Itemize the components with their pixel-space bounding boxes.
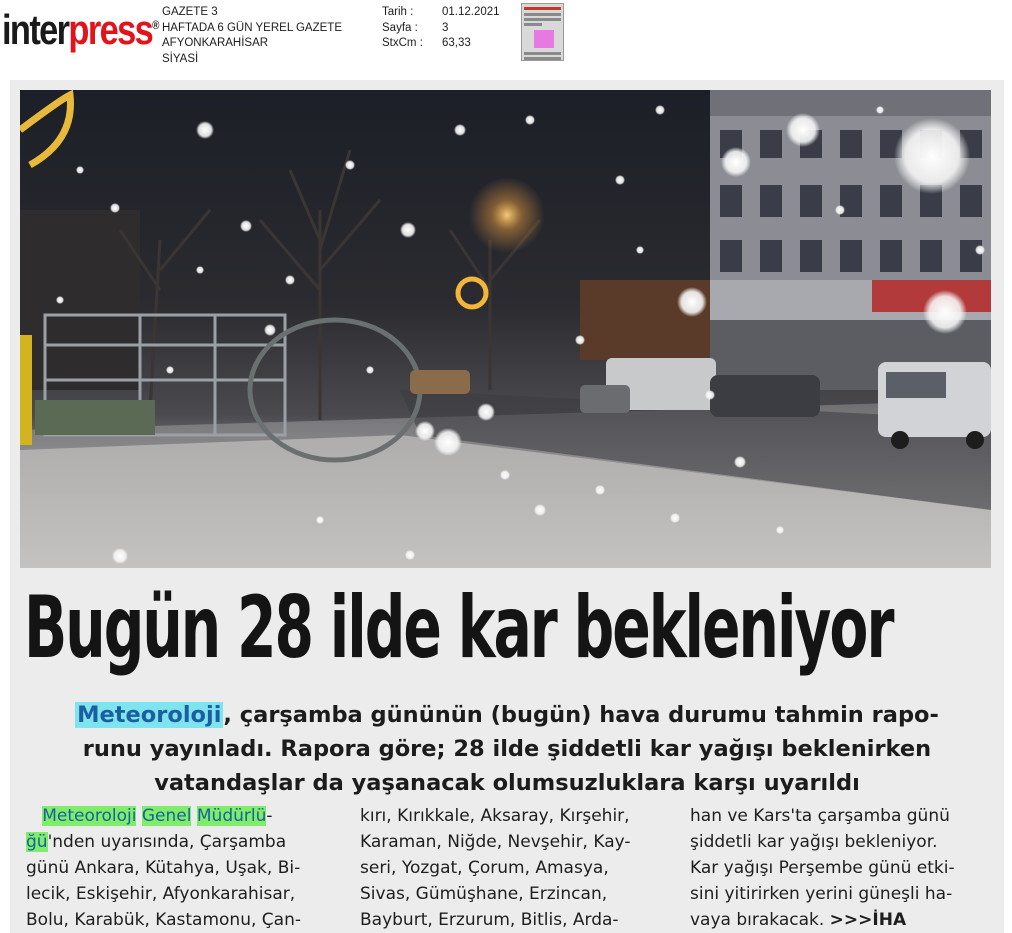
thumb-line bbox=[524, 23, 542, 26]
street-lamp-glow bbox=[469, 177, 545, 253]
lead-highlight[interactable]: Meteoroloji bbox=[77, 702, 222, 728]
keyword-highlight[interactable]: Meteoroloji bbox=[42, 806, 137, 826]
thumb-line bbox=[524, 13, 561, 16]
col1-line-1 bbox=[26, 803, 346, 829]
page-value: 3 bbox=[442, 21, 449, 34]
thumb-masthead bbox=[524, 7, 561, 10]
col2-line-2: Karaman, Niğde, Nevşehir, Kay- bbox=[360, 832, 631, 852]
col3-line-4: sini yitirirken yerini güneşli ha- bbox=[690, 884, 953, 904]
body-column-2 bbox=[360, 803, 680, 933]
logo-text bbox=[2, 6, 159, 53]
body-column-3 bbox=[690, 803, 1010, 933]
col1-line-4: lecik, Eskişehir, Afyonkarahisar, bbox=[26, 884, 296, 904]
publication-frequency: HAFTADA 6 GÜN YEREL GAZETE bbox=[162, 21, 342, 34]
lead-line-3: vatandaşlar da yaşanacak olumsuzluklara karşı uyarıldı bbox=[154, 770, 860, 796]
col3-line-2: şiddetli kar yağışı bekleniyor. bbox=[690, 832, 938, 852]
logo-wordmark-red: press bbox=[68, 6, 153, 53]
interpress-logo bbox=[2, 6, 159, 54]
thumb-article-highlight bbox=[534, 30, 554, 48]
yellow-post bbox=[20, 335, 32, 445]
keyword-highlight[interactable]: Genel bbox=[141, 806, 192, 826]
logo-wordmark-dark: inter bbox=[2, 6, 69, 53]
bench bbox=[35, 400, 155, 435]
col2-line-5: Bayburt, Erzurum, Bitlis, Arda- bbox=[360, 910, 619, 930]
lead-line-1-text: , çarşamba gününün (bugün) hava durumu tahmin rapo- bbox=[223, 702, 939, 728]
body-column-1 bbox=[26, 803, 346, 933]
hyphen: - bbox=[266, 806, 273, 826]
col3-line-5 bbox=[690, 907, 1010, 933]
lead-line-1 bbox=[24, 698, 990, 732]
logo-wordmark bbox=[2, 6, 152, 53]
meta-labels bbox=[382, 5, 423, 52]
publication-category: SİYASİ bbox=[162, 52, 199, 65]
news-agency-signature: >>>İHA bbox=[829, 910, 907, 930]
thumb-line bbox=[524, 18, 561, 21]
lead-line-2: runu yayınladı. Rapora göre; 28 ilde şiddetli kar yağışı beklenirken bbox=[82, 736, 932, 762]
page-label: Sayfa : bbox=[382, 21, 418, 34]
col1-line-2-text: 'nden uyarısında, Çarşamba bbox=[47, 832, 287, 852]
page-thumbnail[interactable] bbox=[521, 3, 564, 61]
article-headline bbox=[24, 578, 994, 682]
headline-text: Bugün 28 ilde kar bekleniyor bbox=[24, 578, 893, 678]
registered-mark: ® bbox=[152, 18, 160, 32]
clipping-header bbox=[0, 0, 1012, 80]
article-lead bbox=[24, 698, 990, 800]
col3-line-1: han ve Kars'ta çarşamba günü bbox=[690, 806, 950, 826]
thumb-line bbox=[524, 52, 561, 55]
col1-line-2 bbox=[26, 829, 346, 855]
left-building bbox=[20, 210, 140, 390]
snowy-street-photo bbox=[20, 90, 991, 568]
col1-line-5: Bolu, Karabük, Kastamonu, Çan- bbox=[26, 910, 301, 930]
publication-city: AFYONKARAHİSAR bbox=[162, 37, 269, 49]
publication-name: GAZETE 3 bbox=[162, 6, 218, 18]
col1-line-3: günü Ankara, Kütahya, Uşak, Bi- bbox=[26, 858, 301, 878]
thumb-line bbox=[524, 57, 561, 60]
lamp-ornament bbox=[458, 279, 486, 307]
col3-line-5-text: vaya bırakacak. bbox=[690, 910, 830, 930]
col2-line-3: seri, Yozgat, Çorum, Amasya, bbox=[360, 858, 609, 878]
meta-values bbox=[442, 5, 500, 52]
holiday-light bbox=[20, 95, 71, 165]
stxcm-label: StxCm : bbox=[382, 37, 423, 49]
date-value: 01.12.2021 bbox=[442, 6, 500, 18]
publication-info bbox=[162, 5, 342, 67]
col2-line-4: Sivas, Gümüşhane, Erzincan, bbox=[360, 884, 608, 904]
date-label: Tarih : bbox=[382, 6, 414, 18]
photo-illustration bbox=[20, 90, 991, 568]
keyword-highlight[interactable]: Müdürlü bbox=[196, 806, 267, 826]
stxcm-value: 63,33 bbox=[442, 37, 471, 49]
col2-line-1: kırı, Kırıkkale, Aksaray, Kırşehir, bbox=[360, 806, 630, 826]
col3-line-3: Kar yağışı Perşembe günü etki- bbox=[690, 858, 955, 878]
keyword-highlight[interactable]: ğü bbox=[26, 832, 48, 852]
